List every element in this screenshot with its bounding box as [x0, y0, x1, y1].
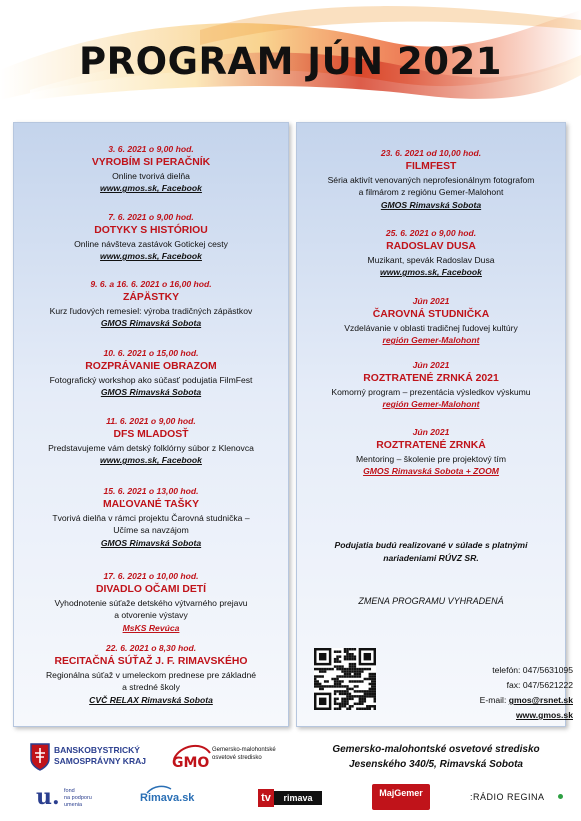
event-date: 15. 6. 2021 o 13,00 hod.: [103, 486, 199, 496]
event-title: ČAROVNÁ STUDNIČKA: [372, 308, 490, 320]
event-block: [14, 211, 288, 263]
right-program-column: [296, 122, 566, 727]
event-title: ROZTRATENÉ ZRNKÁ 2021: [363, 372, 499, 384]
fpu-logo: u. fond na podporu umenia: [36, 784, 92, 810]
event-venue-link[interactable]: región Gemer-Malohont: [382, 335, 480, 346]
green-dot-icon: [558, 794, 563, 799]
event-title: FILMFEST: [405, 160, 457, 172]
event-description: Mentoring – školenie pre projektový tím: [356, 453, 506, 464]
event-venue-link[interactable]: www.gmos.sk, Facebook: [100, 455, 202, 466]
change-notice: ZMENA PROGRAMU VYHRADENÁ: [358, 596, 504, 606]
event-description: Online tvorivá dielňa: [112, 170, 190, 181]
event-description: Kurz ľudových remesiel: výroba tradičných zápästkov: [49, 305, 253, 316]
event-title: DOTYKY S HISTÓRIOU: [94, 224, 208, 236]
event-date: 7. 6. 2021 o 9,00 hod.: [108, 212, 194, 222]
event-description: Tvorivá dielňa v rámci projektu Čarovná studnička –: [52, 512, 250, 523]
header-banner: [0, 0, 581, 112]
event-description: a otvorenie výstavy: [114, 610, 188, 621]
event-date: 22. 6. 2021 o 8,30 hod.: [105, 643, 197, 653]
organization-info: [306, 742, 566, 772]
event-venue-link[interactable]: www.gmos.sk, Facebook: [380, 267, 482, 278]
notice: Podujatia budú realizované v súlade s platnými nariadeniami RÚVZ SR.: [334, 540, 528, 563]
event-block: [297, 227, 565, 279]
event-description: Fotografický workshop ako súčasť podujatia FilmFest: [49, 374, 253, 385]
event-venue-link[interactable]: GMOS Rimavská Sobota: [380, 199, 482, 210]
event-title: MAĽOVANÉ TAŠKY: [102, 498, 199, 510]
qr-code: [314, 648, 376, 710]
event-title: ZÁPÄSTKY: [123, 291, 179, 303]
event-title: RECITAČNÁ SÚŤAŽ J. F. RIMAVSKÉHO: [54, 655, 248, 667]
event-title: VYROBÍM SI PERAČNÍK: [91, 156, 211, 168]
event-description: Muzikant, spevák Radoslav Dusa: [367, 254, 495, 265]
website-link[interactable]: www.gmos.sk: [516, 710, 573, 720]
event-description: Online návšteva zastávok Gotickej cesty: [74, 238, 228, 249]
event-date: 11. 6. 2021 o 9,00 hod.: [106, 416, 196, 426]
radio-regina-logo: :RÁDIO REGINA: [470, 792, 570, 808]
event-date: Jún 2021: [412, 360, 450, 370]
event-date: 3. 6. 2021 o 9,00 hod.: [108, 144, 194, 154]
email-line: E-mail: gmos@rsnet.sk: [479, 695, 573, 705]
majgemer-logo: MajGemer: [372, 784, 430, 810]
event-description: Komorný program – prezentácia výsledkov výskumu: [331, 386, 531, 397]
org-address: Jesenského 340/5, Rimavská Sobota: [349, 759, 523, 770]
event-title: DFS MLADOSŤ: [113, 428, 189, 440]
phone-text: telefón: 047/5631095: [492, 665, 573, 675]
event-date: 9. 6. a 16. 6. 2021 o 16,00 hod.: [90, 279, 212, 289]
event-block: [297, 295, 565, 347]
bbsk-logo: BANSKOBYSTRICKÝ SAMOSPRÁVNY KRAJ: [30, 741, 160, 777]
event-block: [14, 143, 288, 195]
tv-rimava-logo: tv rimava: [258, 789, 326, 809]
event-venue-link[interactable]: GMOS Rimavská Sobota: [100, 537, 202, 548]
event-block: [14, 570, 288, 634]
event-block: [297, 426, 565, 478]
event-title: DIVADLO OČAMI DETÍ: [95, 583, 207, 595]
event-description: Séria aktivít venovaných neprofesionálnym fotografom: [327, 174, 535, 185]
event-venue-link[interactable]: www.gmos.sk, Facebook: [100, 251, 202, 262]
event-date: 17. 6. 2021 o 10,00 hod.: [103, 571, 199, 581]
left-program-column: [13, 122, 289, 727]
event-description: a filmárom z regiónu Gemer-Malohont: [358, 187, 504, 198]
event-venue-link[interactable]: www.gmos.sk, Facebook: [100, 183, 202, 194]
event-description: Vzdelávanie v oblasti tradičnej ľudovej kultúry: [344, 322, 518, 333]
event-title: RADOSLAV DUSA: [386, 240, 476, 252]
event-venue-link[interactable]: GMOS Rimavská Sobota: [100, 387, 202, 398]
event-date: Jún 2021: [412, 296, 450, 306]
event-title: ROZTRATENÉ ZRNKÁ: [376, 439, 486, 451]
event-title: ROZPRÁVANIE OBRAZOM: [85, 360, 217, 372]
event-block: [14, 278, 288, 330]
event-description: Regionálna súťaž v umeleckom prednese pre základné: [45, 669, 257, 680]
event-block: [297, 359, 565, 411]
contacts-block: [480, 663, 573, 723]
event-venue-link[interactable]: GMOS Rimavská Sobota + ZOOM: [363, 466, 499, 477]
page-title: PROGRAM JÚN 2021: [79, 40, 502, 83]
event-block: [14, 485, 288, 549]
event-description: Predstavujeme vám detský folklórny súbor z Klenovca: [48, 442, 254, 453]
org-name: Gemersko-malohontské osvetové stredisko: [332, 744, 540, 755]
event-description: a stredné školy: [122, 682, 180, 693]
event-venue-link[interactable]: MsKS Revúca: [122, 622, 180, 633]
event-date: 25. 6. 2021 o 9,00 hod.: [385, 228, 477, 238]
event-venue-link[interactable]: región Gemer-Malohont: [382, 399, 480, 410]
coat-of-arms-icon: [30, 743, 50, 771]
event-description: Vyhodnotenie súťaže detského výtvarného prejavu: [54, 597, 248, 608]
event-description: Učíme sa navzájom: [113, 525, 189, 536]
event-block: [14, 415, 288, 467]
fax-text: fax: 047/5621222: [506, 680, 573, 690]
event-block: [14, 347, 288, 399]
event-venue-link[interactable]: GMOS Rimavská Sobota: [100, 318, 202, 329]
email-link[interactable]: gmos@rsnet.sk: [508, 695, 573, 705]
event-date: Jún 2021: [412, 427, 450, 437]
rimava-sk-logo: Rimava.sk: [140, 790, 220, 810]
event-date: 23. 6. 2021 od 10,00 hod.: [380, 148, 482, 158]
event-block: [14, 642, 288, 706]
event-venue-link[interactable]: CVČ RELAX Rimavská Sobota: [89, 694, 213, 705]
gmos-logo: GMO Gemersko-malohontské osvetové stredisko: [172, 741, 292, 777]
event-date: 10. 6. 2021 o 15,00 hod.: [103, 348, 199, 358]
event-block: [297, 147, 565, 211]
